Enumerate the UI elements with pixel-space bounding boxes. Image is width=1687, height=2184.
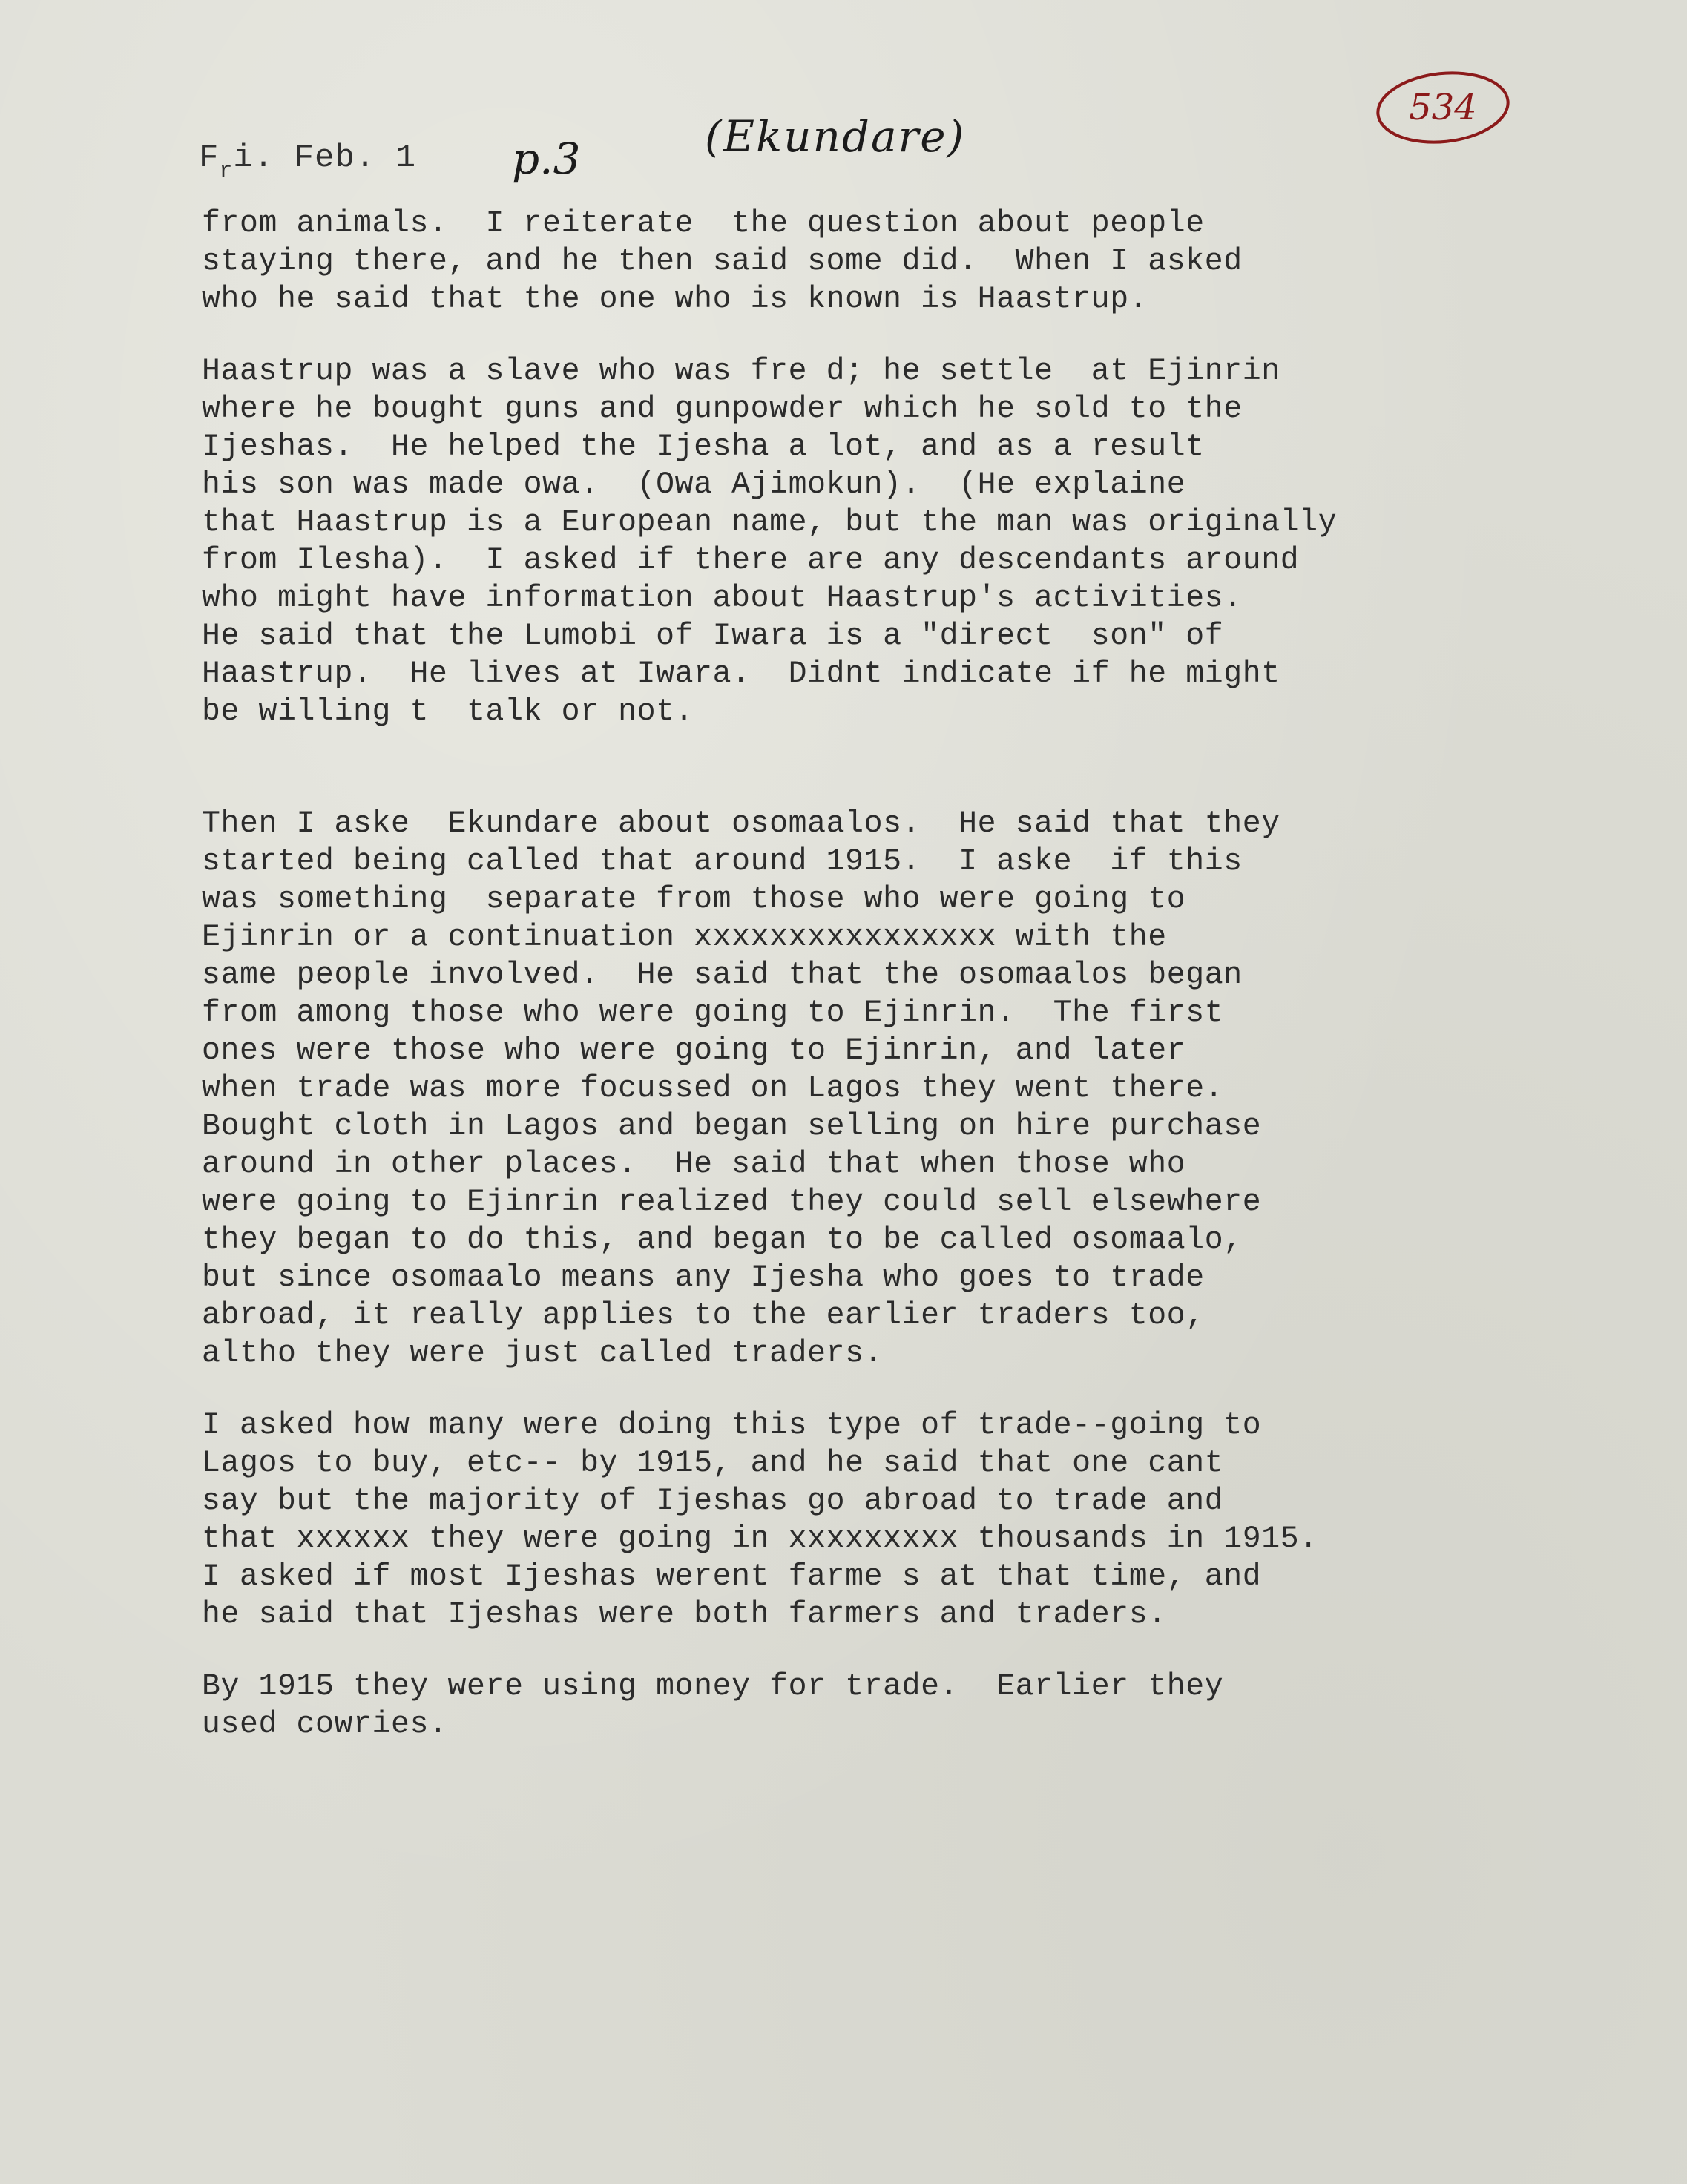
text-line: when trade was more focussed on Lagos they went there. [202, 1071, 1224, 1106]
paragraph-1 [202, 205, 1611, 318]
paragraph-gap [202, 1634, 1611, 1668]
text-line: Then I aske Ekundare about osomaalos. He said that they [202, 806, 1280, 841]
text-line: was something separate from those who were going to [202, 882, 1186, 917]
date-header [199, 139, 417, 184]
text-line: from animals. I reiterate the question about people [202, 206, 1205, 241]
text-line: he said that Ijeshas were both farmers and traders. [202, 1597, 1167, 1632]
page-number-stamp [1372, 67, 1513, 148]
text-line: I asked if most Ijeshas werent farme s at that time, and [202, 1559, 1262, 1594]
text-line: from among those who were going to Ejinrin. The first [202, 996, 1224, 1030]
text-line: Bought cloth in Lagos and began selling on hire purchase [202, 1109, 1262, 1144]
paragraph-5 [202, 1668, 1611, 1743]
paragraph-3 [202, 805, 1611, 1372]
date-day-prefix: F [199, 139, 220, 177]
paragraph-2 [202, 352, 1611, 731]
text-line: He said that the Lumobi of Iwara is a "direct son" of [202, 619, 1224, 654]
text-line: ones were those who were going to Ejinrin, and later [202, 1033, 1186, 1068]
text-line: where he bought guns and gunpowder which he sold to the [202, 392, 1243, 427]
text-line: Lagos to buy, etc-- by 1915, and he said that one cant [202, 1446, 1224, 1481]
date-day-subscript: r [219, 159, 234, 184]
paragraph-gap [202, 1372, 1611, 1407]
paragraph-4 [202, 1407, 1611, 1634]
text-line: that Haastrup is a European name, but the man was originally [202, 505, 1338, 540]
paragraph-gap [202, 318, 1611, 352]
text-line: used cowries. [202, 1707, 448, 1742]
handwritten-informant-name: (Ekundare) [705, 111, 966, 162]
text-line: Ijeshas. He helped the Ijesha a lot, and as a result [202, 430, 1205, 464]
text-line: Haastrup. He lives at Iwara. Didnt indicate if he might [202, 657, 1280, 691]
text-line: were going to Ejinrin realized they could sell elsewhere [202, 1185, 1262, 1220]
typed-body [202, 205, 1611, 1743]
text-line: I asked how many were doing this type of trade--going to [202, 1408, 1262, 1443]
text-line: who might have information about Haastrup's activities. [202, 581, 1243, 616]
text-line: they began to do this, and began to be called osomaalo, [202, 1223, 1243, 1257]
text-line: his son was made owa. (Owa Ajimokun). (He explaine [202, 467, 1186, 502]
handwritten-page-number: p.3 [512, 134, 581, 184]
text-line: altho they were just called traders. [202, 1336, 884, 1371]
stamp-number: 534 [1409, 87, 1477, 128]
text-line: started being called that around 1915. I aske if this [202, 844, 1243, 879]
text-line: say but the majority of Ijeshas go abroad to trade and [202, 1484, 1224, 1519]
text-line: around in other places. He said that when those who [202, 1147, 1186, 1182]
text-line: same people involved. He said that the osomaalos began [202, 958, 1243, 993]
text-line: be willing t talk or not. [202, 694, 694, 729]
text-line: that xxxxxx they were going in xxxxxxxxx thousands in 1915. [202, 1522, 1318, 1556]
text-line: who he said that the one who is known is Haastrup. [202, 282, 1148, 317]
text-line: Ejinrin or a continuation xxxxxxxxxxxxxxxx with the [202, 920, 1167, 955]
date-day-suffix: i. Feb. 1 [233, 139, 417, 177]
text-line: staying there, and he then said some did. When I asked [202, 244, 1243, 279]
paragraph-gap [202, 731, 1611, 805]
text-line: but since osomaalo means any Ijesha who goes to trade [202, 1260, 1205, 1295]
text-line: By 1915 they were using money for trade. Earlier they [202, 1669, 1224, 1704]
text-line: Haastrup was a slave who was fre d; he settle at Ejinrin [202, 354, 1280, 389]
text-line: abroad, it really applies to the earlier traders too, [202, 1298, 1205, 1333]
text-line: from Ilesha). I asked if there are any descendants around [202, 543, 1300, 578]
